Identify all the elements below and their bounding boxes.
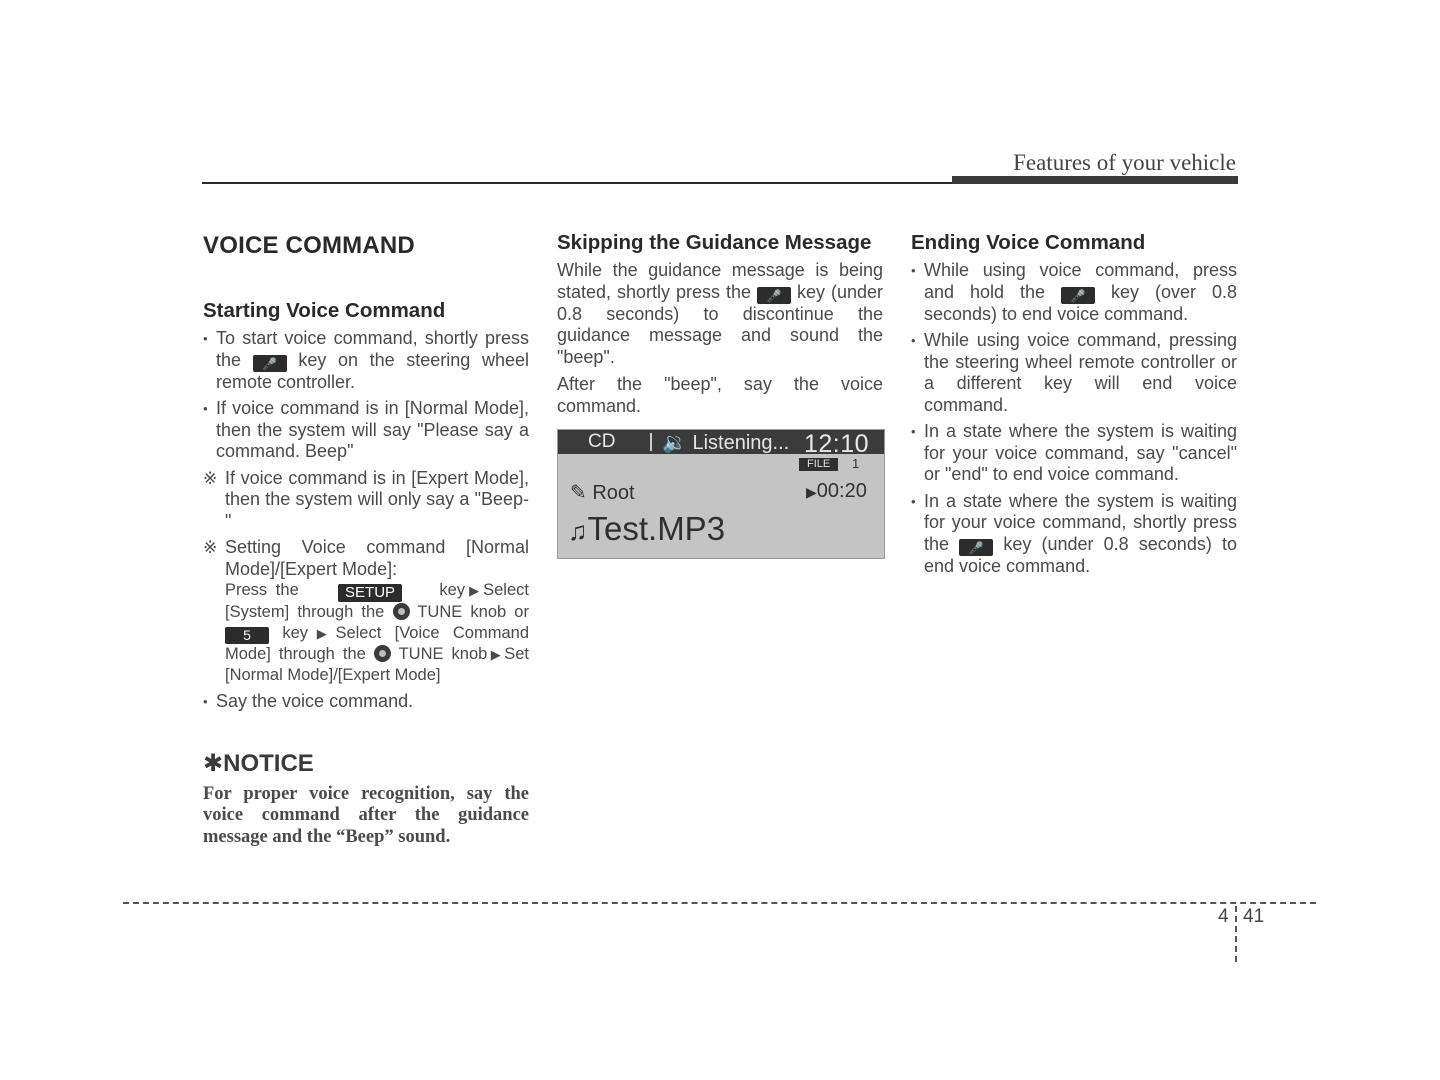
footer-vertical-rule <box>1235 906 1237 962</box>
list-item: • In a state where the system is waiting for your voice command, shortly press the 🎤 key (under 0.8 seconds) to end voice command. <box>911 491 1237 578</box>
display-folder: ✎ Root <box>570 482 635 504</box>
setup-key-icon: SETUP <box>338 584 402 602</box>
file-badge: FILE <box>799 458 838 471</box>
subheading-starting: Starting Voice Command <box>203 299 446 322</box>
list-item: • In a state where the system is waiting for your voice command, say "cancel" or "end" to end voice command. <box>911 421 1237 486</box>
asterisk-icon: ✱ <box>203 749 224 777</box>
starting-bullets <box>203 328 529 713</box>
page-header-title: Features of your vehicle <box>1013 150 1236 175</box>
display-divider <box>650 433 652 451</box>
display-track: ♫Test.MP3 <box>568 510 726 547</box>
folder-icon: ✎ <box>570 482 587 504</box>
display-elapsed: ▶00:20 <box>806 480 867 502</box>
list-item: • While using voice command, pressing the steering wheel remote controller or a different key will end voice command. <box>911 330 1237 416</box>
list-item: • Say the voice command. <box>203 691 529 713</box>
list-item: • If voice command is in [Normal Mode], then the system will say "Please say a command. Beep" <box>203 398 529 463</box>
column-right <box>911 232 1237 582</box>
footer-dashed-rule <box>123 902 1316 904</box>
paragraph: While the guidance message is being stated, shortly press the 🎤 key (under 0.8 seconds) to discontinue the guidance message and sound the "beep". <box>557 260 883 368</box>
voice-key-icon <box>757 287 791 304</box>
list-item: • To start voice command, shortly press the 🎤 key on the steering wheel remote controller. <box>203 328 529 393</box>
voice-key-icon <box>1061 287 1095 304</box>
subheading-skipping: Skipping the Guidance Message <box>557 231 872 254</box>
column-left <box>203 232 529 848</box>
display-clock: 12:10 <box>804 430 870 458</box>
list-item: • While using voice command, press and hold the 🎤 key (over 0.8 seconds) to end voice command. <box>911 260 1237 325</box>
audio-display-screen <box>557 429 885 559</box>
note-item: ※ If voice command is in [Expert Mode], then the system will only say a "Beep-" <box>203 468 529 533</box>
voice-key-icon <box>959 539 993 556</box>
notice-body: For proper voice recognition, say the voice command after the guidance message and the “Beep” sound. <box>203 783 529 847</box>
display-source: CD <box>588 431 616 452</box>
number-key-icon: 5 <box>225 627 269 644</box>
tune-knob-icon <box>374 645 391 662</box>
paragraph: After the "beep", say the voice command. <box>557 374 883 416</box>
voice-icon: 🔉 <box>662 432 687 454</box>
tune-knob-icon <box>393 603 410 620</box>
setup-steps: Press the SETUP key▶Select [System] through the TUNE knob or 5 key▶Select [Voice Command Mode] through the TUNE knob▶Set [Normal Mode]/[Expert Mode] <box>225 581 529 684</box>
voice-key-icon <box>253 355 287 372</box>
section-title: VOICE COMMAND <box>203 232 415 259</box>
music-note-icon: ♫ <box>568 516 588 546</box>
notice-title: ✱NOTICE <box>203 749 314 777</box>
header-tab <box>952 176 1238 184</box>
subheading-ending: Ending Voice Command <box>911 231 1146 254</box>
arrow-right-icon: ▶ <box>465 583 484 598</box>
play-icon: ▶ <box>806 484 817 500</box>
arrow-right-icon: ▶ <box>487 647 505 662</box>
note-item: ※ Setting Voice command [Normal Mode]/[Expert Mode]: Press the SETUP key▶Select [System] through the TUNE knob or 5 key▶Select [Voice Command Mode] through the TUNE knob▶Set [Normal Mode]/[Expert Mode] <box>203 537 529 686</box>
display-listening: 🔉 Listening... <box>662 432 790 454</box>
page-number: 41 <box>1243 906 1265 927</box>
chapter-number: 4 <box>1218 906 1229 927</box>
arrow-right-icon: ▶ <box>308 626 336 641</box>
file-number: 1 <box>852 456 860 471</box>
ending-bullets <box>911 260 1237 577</box>
column-middle <box>557 232 883 559</box>
